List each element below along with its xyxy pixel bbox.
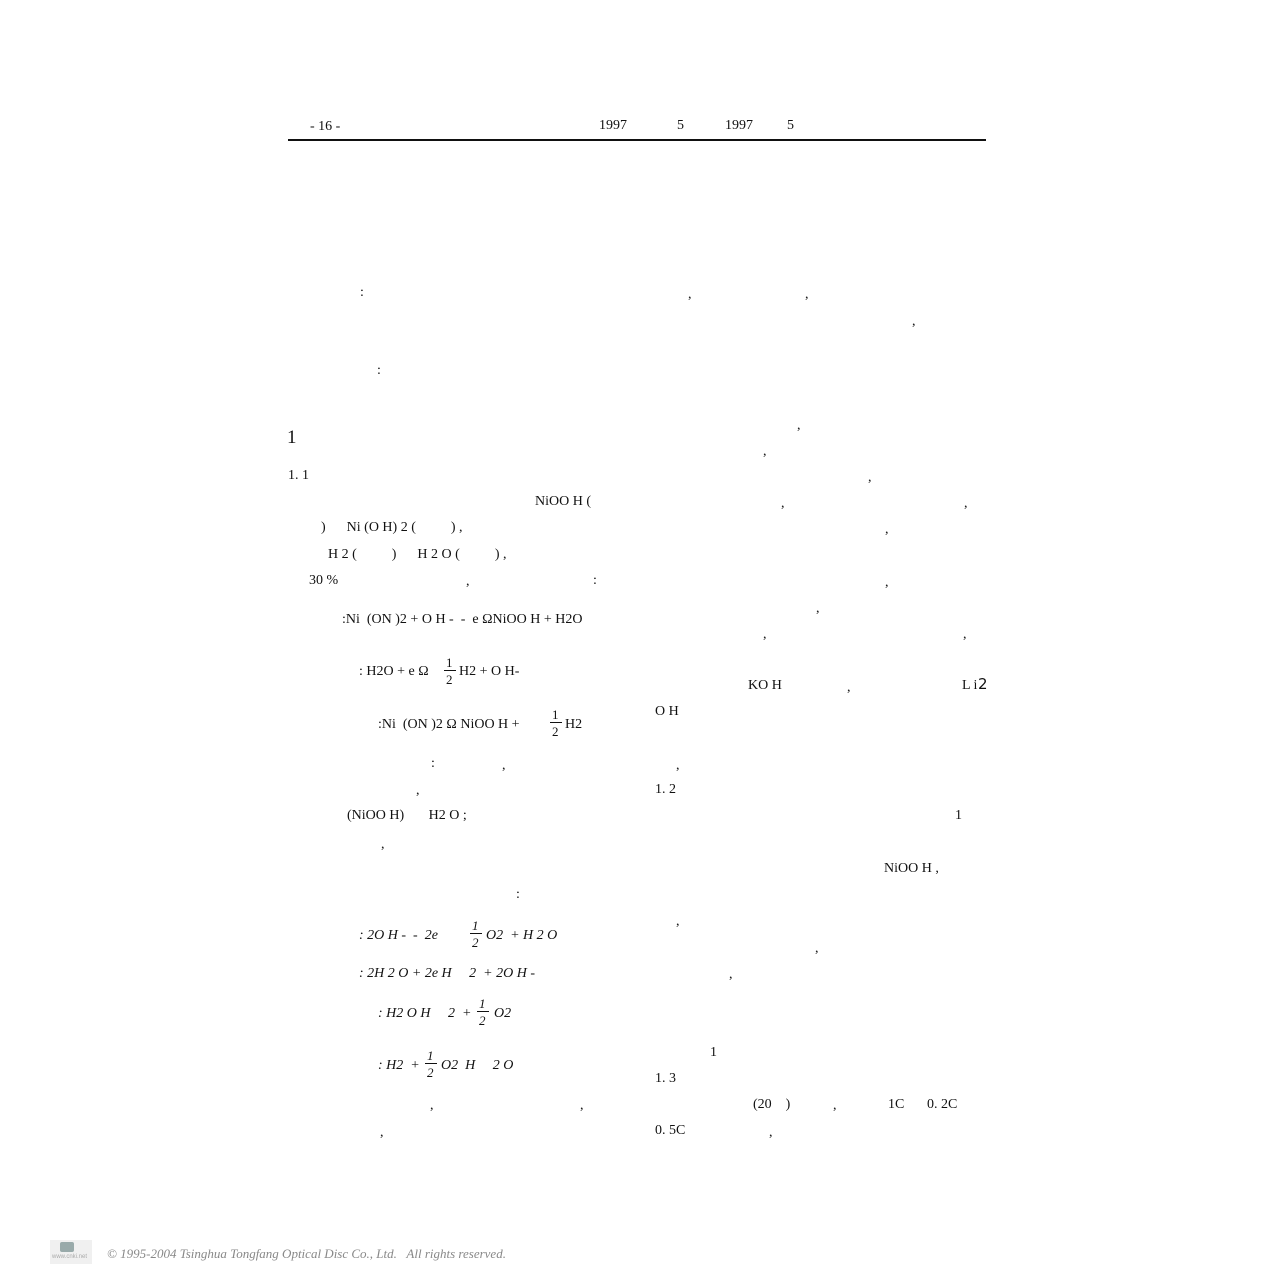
left-comma-e: , <box>430 1098 434 1113</box>
right-comma-6: , <box>885 522 889 537</box>
equation-total-b: H2 <box>565 717 583 732</box>
right-comma-2: , <box>763 444 767 459</box>
section-1-1-heading: 1. 1 <box>288 468 309 483</box>
abstract-comma-1: , <box>688 287 692 302</box>
fraction-numerator: 1 <box>446 655 453 670</box>
left-colon-c: : <box>516 887 520 902</box>
left-nioh2-text: ) Ni (O H) 2 ( ) , <box>321 520 463 535</box>
right-rate-02c: 0. 2C <box>927 1097 958 1112</box>
equation-total-a: :Ni (ON )2 Ω NiOO H + <box>378 717 520 732</box>
right-comma-15: , <box>729 967 733 982</box>
left-comma-c: , <box>416 783 420 798</box>
copyright-notice: © 1995-2004 Tsinghua Tongfang Optical Disc Co., Ltd. All rights reserved. <box>107 1246 506 1261</box>
fraction-half-4 <box>477 997 489 1027</box>
fraction-half-2 <box>550 708 562 738</box>
logo-url: www.cnki.net <box>52 1254 88 1260</box>
abstract-comma-2: , <box>805 287 809 302</box>
right-temperature: (20 ) <box>753 1097 791 1112</box>
right-comma-5: , <box>964 496 968 511</box>
fraction-numerator: 1 <box>479 996 486 1011</box>
fraction-denominator: 2 <box>472 935 479 950</box>
page-number: - 16 - <box>310 119 341 134</box>
fraction-bar <box>470 933 482 934</box>
right-li-number: 2 <box>978 675 988 693</box>
fraction-numerator: 1 <box>552 707 559 722</box>
right-li: L i <box>962 678 978 693</box>
right-rate-1c: 1C <box>888 1097 905 1112</box>
right-comma-13: , <box>676 914 680 929</box>
left-h2-text: H 2 ( ) H 2 O ( ) , <box>328 547 507 562</box>
right-oh: O H <box>655 704 679 719</box>
equation-oxygen-evolution-a: : 2O H - - 2e <box>359 928 438 943</box>
abstract-comma-3: , <box>912 314 916 329</box>
right-comma-11: , <box>847 680 851 695</box>
equation-negative-electrode-a: : H2O + e Ω <box>359 664 429 679</box>
right-comma-9: , <box>763 627 767 642</box>
header-issue-1: 5 <box>677 118 684 133</box>
section-1-2-heading: 1. 2 <box>655 782 676 797</box>
right-comma-1: , <box>797 418 801 433</box>
abstract-colon: : <box>360 285 364 300</box>
logo-mark <box>60 1242 74 1252</box>
fraction-denominator: 2 <box>446 672 453 687</box>
left-nioh-h2o: (NiOO H) H2 O ; <box>347 808 467 823</box>
equation-water-decomposition-b: O2 <box>494 1006 512 1021</box>
equation-oxygen-evolution-b: O2 + H 2 O <box>486 928 558 943</box>
header-year-1: 1997 <box>599 118 627 133</box>
fraction-half-1 <box>444 656 456 686</box>
right-comma-3: , <box>868 470 872 485</box>
right-nioh: NiOO H , <box>884 861 939 876</box>
fraction-denominator: 2 <box>479 1013 486 1028</box>
right-comma-16: , <box>833 1098 837 1113</box>
right-comma-8: , <box>816 601 820 616</box>
left-comma-d: , <box>381 837 385 852</box>
left-comma-f: , <box>580 1098 584 1113</box>
fraction-half-5 <box>425 1049 437 1079</box>
left-colon-a: : <box>593 573 597 588</box>
right-number-1b: 1 <box>710 1045 717 1060</box>
header-issue-2: 5 <box>787 118 794 133</box>
fraction-numerator: 1 <box>427 1048 434 1063</box>
fraction-bar <box>444 670 456 671</box>
equation-negative-electrode-b: H2 + O H- <box>459 664 520 679</box>
fraction-denominator: 2 <box>427 1065 434 1080</box>
right-number-1a: 1 <box>955 808 962 823</box>
fraction-numerator: 1 <box>472 918 479 933</box>
right-comma-4: , <box>781 496 785 511</box>
right-rate-05c: 0. 5C <box>655 1123 686 1138</box>
left-30-percent: 30 % <box>309 573 339 588</box>
cnki-logo <box>50 1240 92 1264</box>
equation-water-decomposition-a: : H2 O H 2 + <box>378 1006 472 1021</box>
equation-recombination-a: : H2 + <box>378 1058 420 1073</box>
header-rule <box>288 139 986 141</box>
left-comma-a: , <box>466 574 470 589</box>
right-koh: KO H <box>748 678 782 693</box>
right-comma-7: , <box>885 575 889 590</box>
equation-positive-electrode: :Ni (ON )2 + O H - - e ΩNiOO H + H2O <box>342 612 583 627</box>
equation-recombination-b: O2 H 2 O <box>441 1058 514 1073</box>
section-1-heading: 1 <box>287 427 297 448</box>
left-comma-b: , <box>502 758 506 773</box>
fraction-bar <box>425 1063 437 1064</box>
fraction-half-3 <box>470 919 482 949</box>
fraction-bar <box>550 722 562 723</box>
header-year-2: 1997 <box>725 118 753 133</box>
equation-hydrogen-evolution: : 2H 2 O + 2e H 2 + 2O H - <box>359 966 535 981</box>
left-nioh-text: NiOO H ( <box>535 494 591 509</box>
right-comma-14: , <box>815 941 819 956</box>
keywords-colon: : <box>377 363 381 378</box>
fraction-denominator: 2 <box>552 724 559 739</box>
left-comma-g: , <box>380 1125 384 1140</box>
right-comma-12: , <box>676 758 680 773</box>
fraction-bar <box>477 1011 489 1012</box>
left-colon-b: : <box>431 756 435 771</box>
right-comma-10: , <box>963 627 967 642</box>
section-1-3-heading: 1. 3 <box>655 1071 676 1086</box>
right-comma-17: , <box>769 1125 773 1140</box>
